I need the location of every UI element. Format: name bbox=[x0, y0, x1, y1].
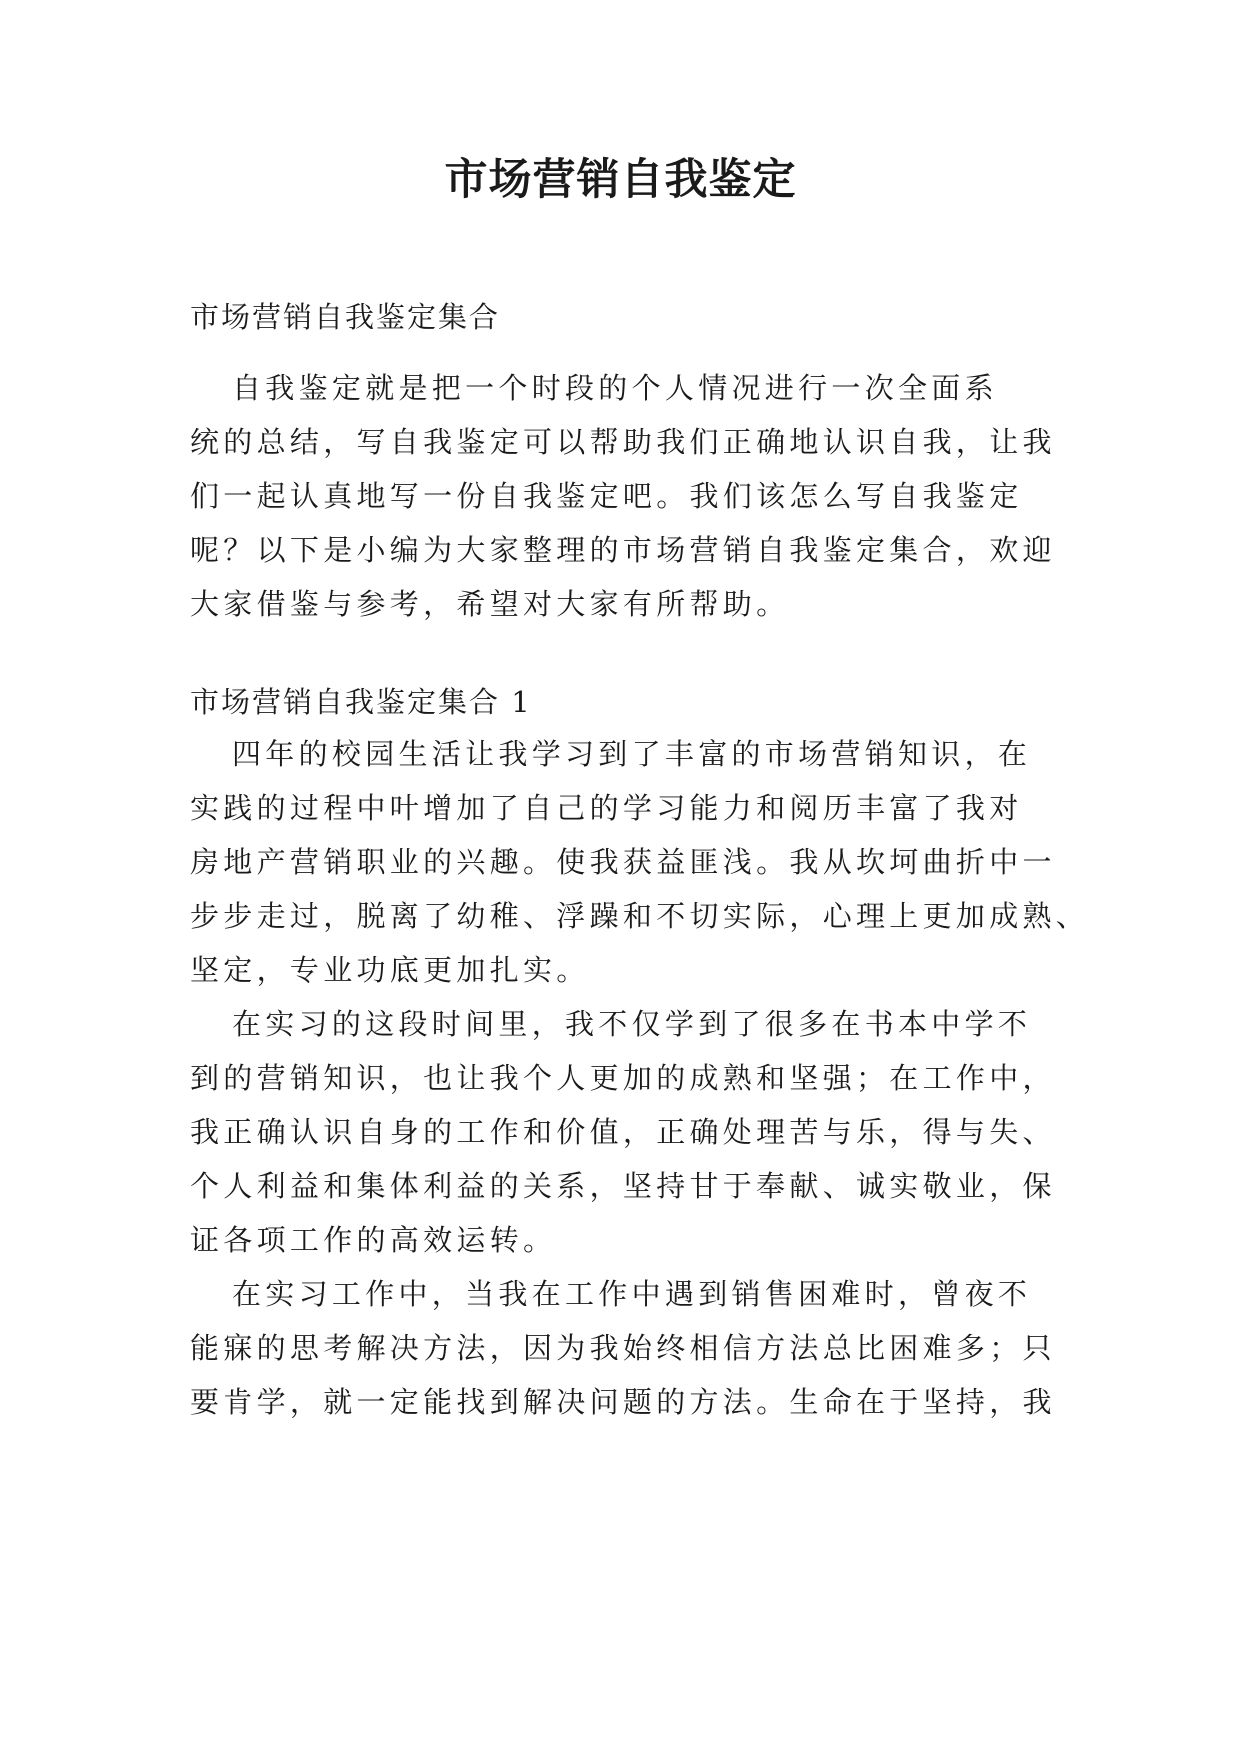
body-line: 到的营销知识，也让我个人更加的成熟和坚强；在工作中， bbox=[190, 1061, 1056, 1095]
body-line: 四年的校园生活让我学习到了丰富的市场营销知识，在 bbox=[232, 737, 1032, 771]
body-line: 在实习的这段时间里，我不仅学到了很多在书本中学不 bbox=[232, 1007, 1032, 1041]
body-line: 步步走过，脱离了幼稚、浮躁和不切实际，心理上更加成熟、 bbox=[190, 899, 1090, 933]
document-subtitle: 市场营销自我鉴定集合 bbox=[190, 300, 501, 334]
body-line: 坚定，专业功底更加扎实。 bbox=[190, 953, 590, 987]
body-line: 能寐的思考解决方法，因为我始终相信方法总比困难多；只 bbox=[190, 1331, 1056, 1365]
intro-line: 统的总结，写自我鉴定可以帮助我们正确地认识自我，让我 bbox=[190, 425, 1056, 459]
body-line: 实践的过程中叶增加了自己的学习能力和阅历丰富了我对 bbox=[190, 791, 1023, 825]
body-line: 要肯学，就一定能找到解决问题的方法。生命在于坚持，我 bbox=[190, 1385, 1056, 1419]
intro-line: 大家借鉴与参考，希望对大家有所帮助。 bbox=[190, 587, 790, 621]
body-line: 在实习工作中，当我在工作中遇到销售困难时，曾夜不 bbox=[232, 1277, 1032, 1311]
document-title: 市场营销自我鉴定 bbox=[444, 155, 797, 205]
intro-line: 们一起认真地写一份自我鉴定吧。我们该怎么写自我鉴定 bbox=[190, 479, 1023, 513]
body-line: 个人利益和集体利益的关系，坚持甘于奉献、诚实敬业，保 bbox=[190, 1169, 1056, 1203]
intro-line: 自我鉴定就是把一个时段的个人情况进行一次全面系 bbox=[232, 371, 998, 405]
intro-line: 呢？以下是小编为大家整理的市场营销自我鉴定集合，欢迎 bbox=[190, 533, 1056, 567]
body-line: 证各项工作的高效运转。 bbox=[190, 1223, 557, 1257]
body-line: 我正确认识自身的工作和价值，正确处理苦与乐，得与失、 bbox=[190, 1115, 1056, 1149]
section-heading: 市场营销自我鉴定集合 1 bbox=[190, 685, 532, 719]
body-line: 房地产营销职业的兴趣。使我获益匪浅。我从坎坷曲折中一 bbox=[190, 845, 1056, 879]
